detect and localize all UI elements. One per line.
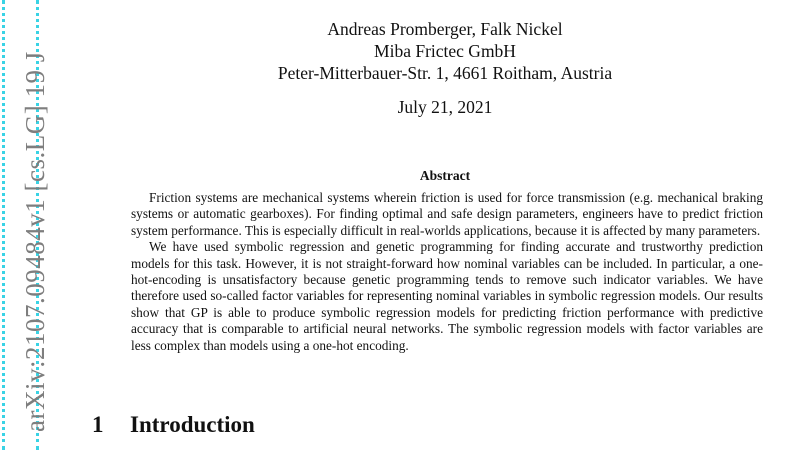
stamp-dotted-border-left	[2, 0, 5, 450]
abstract-heading: Abstract	[419, 168, 471, 183]
address: Peter-Mitterbauer-Str. 1, 4661 Roitham, Austria	[277, 63, 613, 83]
abstract-paragraph-2: We have used symbolic regression and genetic programming for finding accurate and trustworthy prediction models for this task. However, it is not straight-forward how nominal variables can be included. In particular, a one-hot-encoding is unsatisfactory because genetic programming tends to remove such indicator variables. We have therefore used so-called factor variables for representing nominal variables in symbolic regression models. Our results show that GP is able to produce symbolic regression models for predicting friction performance with predictive accuracy that is comparable to artificial neural networks. The symbolic regression models with factor variables are less complex than models using a one-hot encoding.	[131, 239, 763, 353]
title-block	[130, 18, 760, 84]
section-heading	[92, 412, 255, 438]
section-title: Introduction	[130, 412, 255, 437]
affiliation: Miba Frictec GmbH	[374, 41, 516, 61]
arxiv-stamp	[0, 0, 50, 450]
publication-date: July 21, 2021	[397, 97, 493, 117]
section-number: 1	[92, 412, 104, 437]
abstract-body	[131, 190, 763, 354]
author-names: Andreas Promberger, Falk Nickel	[327, 19, 563, 39]
arxiv-identifier: arXiv:2107.09484v1 [cs.LG] 19 J	[20, 51, 50, 432]
abstract-paragraph-1: Friction systems are mechanical systems wherein friction is used for force transmission (e.g. mechanical braking systems or automatic gearboxes). For finding optimal and safe design parameters, engineers have to predict friction system performance. This is especially difficult in real-worlds applications, because it is affected by many parameters.	[131, 190, 763, 238]
